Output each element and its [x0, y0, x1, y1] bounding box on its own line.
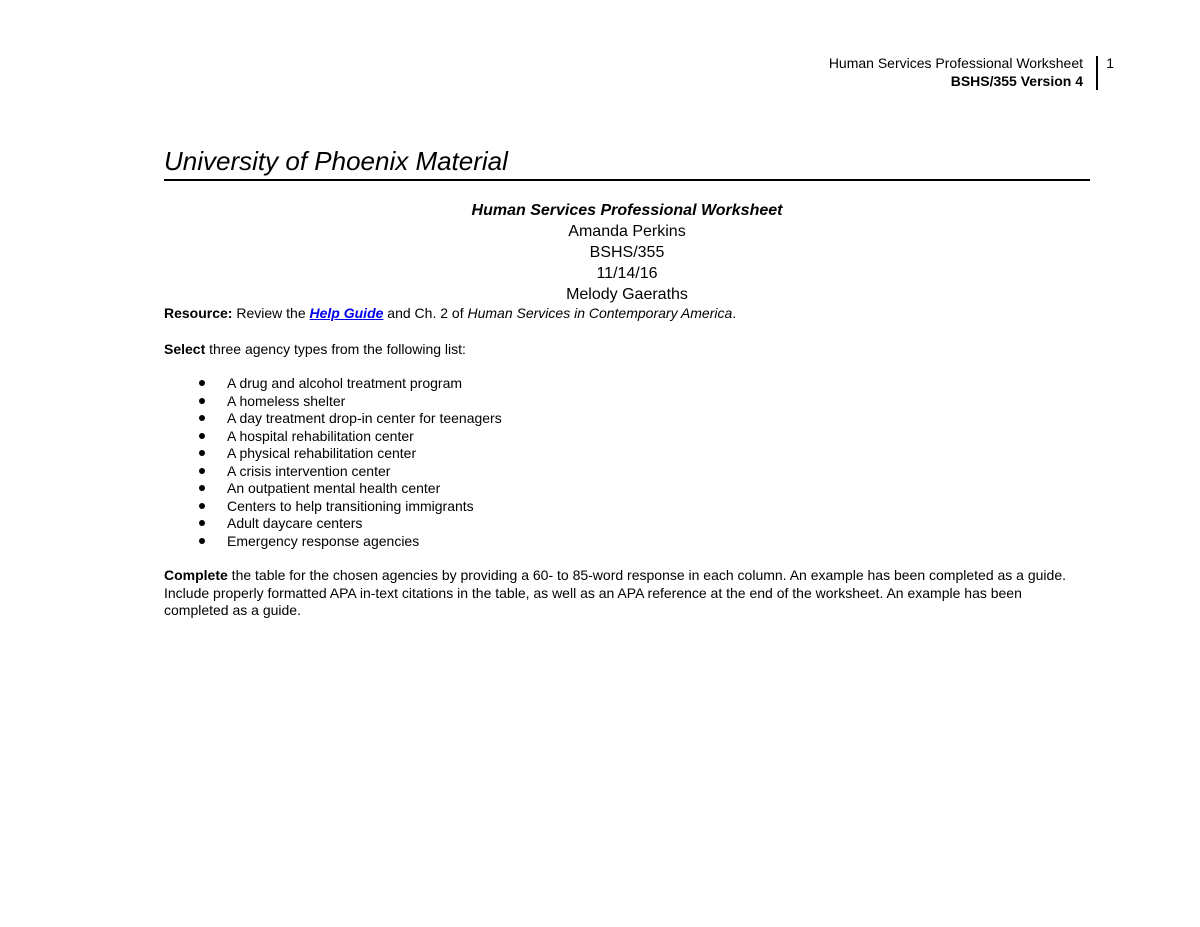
- bullet-icon: [199, 503, 205, 509]
- list-item-text: Centers to help transitioning immigrants: [227, 497, 474, 514]
- list-item: [164, 515, 502, 533]
- list-item-text: A day treatment drop-in center for teenagers: [227, 410, 502, 426]
- header-title: Human Services Professional Worksheet: [828, 55, 1083, 71]
- resource-book-title: Human Services in Contemporary America: [467, 305, 733, 321]
- list-item-text: A hospital rehabilitation center: [227, 427, 414, 444]
- bullet-icon: [199, 450, 205, 456]
- bullet-icon: [199, 538, 205, 544]
- list-item: [164, 428, 502, 446]
- resource-paragraph: [164, 305, 1090, 323]
- bullet-icon: [199, 485, 205, 491]
- select-label: Select: [164, 341, 206, 357]
- resource-text-3: .: [732, 305, 737, 321]
- list-item: [164, 480, 502, 498]
- list-item-text: Emergency response agencies: [227, 532, 420, 549]
- list-item: [164, 498, 502, 516]
- bullet-icon: [199, 380, 205, 386]
- list-item: [164, 533, 502, 551]
- list-item-text: A homeless shelter: [227, 392, 346, 409]
- list-item-text: A physical rehabilitation center: [227, 445, 417, 461]
- list-item-text: A crisis intervention center: [227, 462, 391, 479]
- bullet-icon: [199, 520, 205, 526]
- bullet-icon: [199, 468, 205, 474]
- help-guide-link[interactable]: Help Guide: [309, 305, 384, 321]
- header-divider: [1096, 56, 1098, 90]
- page-header: [829, 54, 1092, 90]
- complete-label: Complete: [164, 567, 228, 583]
- list-item: [164, 445, 502, 463]
- header-version: BSHS/355 Version 4: [950, 73, 1083, 89]
- resource-text-2: and Ch. 2 of: [383, 305, 468, 321]
- complete-paragraph: [164, 567, 1090, 620]
- banner-title: University of Phoenix Material: [164, 144, 1090, 181]
- list-item-text: A drug and alcohol treatment program: [227, 375, 463, 391]
- instructor-name: Melody Gaeraths: [566, 286, 688, 303]
- list-item: [164, 375, 502, 393]
- list-item: [164, 410, 502, 428]
- select-paragraph: [164, 341, 1090, 359]
- course-code: BSHS/355: [589, 244, 665, 261]
- worksheet-title: Human Services Professional Worksheet: [471, 202, 783, 219]
- bullet-icon: [199, 415, 205, 421]
- select-text: three agency types from the following list:: [205, 341, 466, 357]
- list-item: [164, 393, 502, 411]
- author-name: Amanda Perkins: [568, 223, 686, 240]
- list-item-text: Adult daycare centers: [227, 515, 363, 531]
- resource-label: Resource:: [164, 305, 233, 321]
- agency-list: [164, 375, 502, 550]
- list-item: [164, 463, 502, 481]
- bullet-icon: [199, 398, 205, 404]
- bullet-icon: [199, 433, 205, 439]
- list-item-text: An outpatient mental health center: [227, 480, 441, 496]
- complete-text: the table for the chosen agencies by providing a 60- to 85-word response in each column. An example has been completed as a guide. Include properly formatted APA in-text citations in the table, as well as an APA reference at the end of the worksheet. An example has been completed as a guide.: [164, 567, 1066, 618]
- resource-text-1: Review the: [232, 305, 310, 321]
- title-block: [164, 200, 1090, 305]
- page-number: 1: [1106, 55, 1114, 71]
- submission-date: 11/14/16: [596, 265, 658, 282]
